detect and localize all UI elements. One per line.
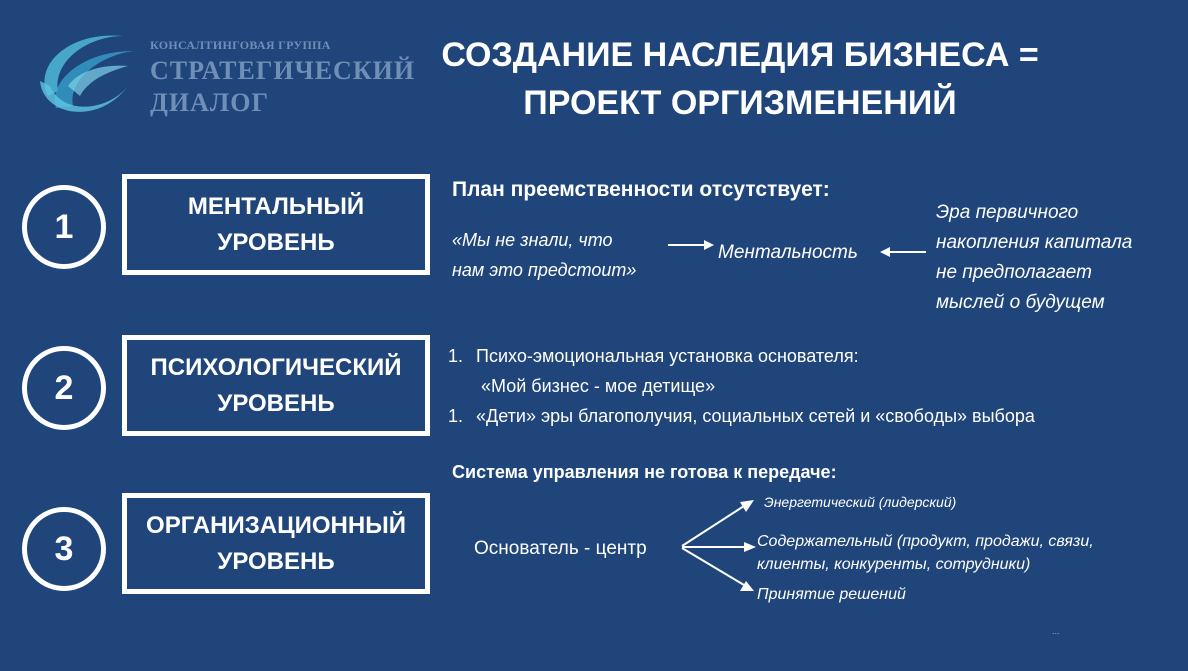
org-branch-energy: Энергетический (лидерский) [764, 494, 957, 510]
era-line2: накопления капитала [936, 232, 1133, 253]
psych-item1-quote: «Мой бизнес - мое детище» [481, 376, 716, 396]
slide-title-line1: СОЗДАНИЕ НАСЛЕДИЯ БИЗНЕСА = [441, 36, 1039, 74]
level-2-subtitle: УРОВЕНЬ [217, 389, 335, 417]
arrow-right-icon [668, 238, 714, 252]
level-3-number-circle: 3 [22, 507, 106, 591]
mental-quote-line1: «Мы не знали, что [452, 230, 613, 250]
level-1-title: МЕНТАЛЬНЫЙ [187, 192, 365, 220]
level-3-subtitle: УРОВЕНЬ [217, 547, 335, 575]
footer-mark: ... [1052, 626, 1060, 636]
level-2-box [122, 335, 430, 436]
mental-quote-line2: нам это предстоит» [452, 260, 637, 280]
psych-item2 [448, 406, 1035, 427]
logo-name-line2: ДИАЛОГ [150, 88, 270, 117]
psych-item2-text: «Дети» эры благополучия, социальных сетей и «свободы» выбора [476, 406, 1035, 426]
psych-item1 [448, 346, 859, 367]
logo-subtitle: КОНСАЛТИНГОВАЯ ГРУППА [150, 38, 331, 52]
org-branch-decisions: Принятие решений [757, 586, 906, 603]
psych-item1-text: Психо-эмоциональная установка основателя: [476, 346, 859, 366]
org-branch-content [757, 530, 1094, 576]
level-1-box [122, 174, 430, 275]
era-line1: Эра первичного [936, 202, 1079, 223]
level-3-title: ОРГАНИЗАЦИОННЫЙ [146, 511, 406, 539]
era-line3: не предполагает [936, 262, 1092, 283]
mental-era-text [936, 198, 1132, 318]
mental-heading: План преемственности отсутствует: [452, 178, 830, 201]
org-source-label: Основатель - центр [474, 538, 647, 559]
psych-item1-number: 1. [448, 346, 464, 366]
branch-arrows-icon [680, 492, 760, 602]
logo-name-line1: СТРАТЕГИЧЕСКИЙ [150, 56, 416, 85]
level-2-title: ПСИХОЛОГИЧЕСКИЙ [150, 353, 402, 381]
org-branch-content-line1: Содержательный (продукт, продажи, связи, [757, 533, 1094, 550]
mental-center-label: Ментальность [718, 242, 858, 263]
org-heading: Система управления не готова к передаче: [452, 462, 837, 482]
level-1-number-circle: 1 [22, 185, 106, 269]
level-3-box [122, 493, 430, 594]
org-branch-content-line2: клиенты, конкуренты, сотрудники) [757, 556, 1031, 573]
level-1-subtitle: УРОВЕНЬ [217, 228, 335, 256]
era-line4: мыслей о будущем [936, 292, 1105, 313]
level-2-number-circle: 2 [22, 346, 106, 430]
slide-title-line2: ПРОЕКТ ОРГИЗМЕНЕНИЙ [523, 84, 957, 122]
psych-item2-number: 1. [448, 406, 464, 426]
arrow-left-icon [880, 245, 926, 259]
company-logo-swirl-icon [28, 26, 140, 126]
